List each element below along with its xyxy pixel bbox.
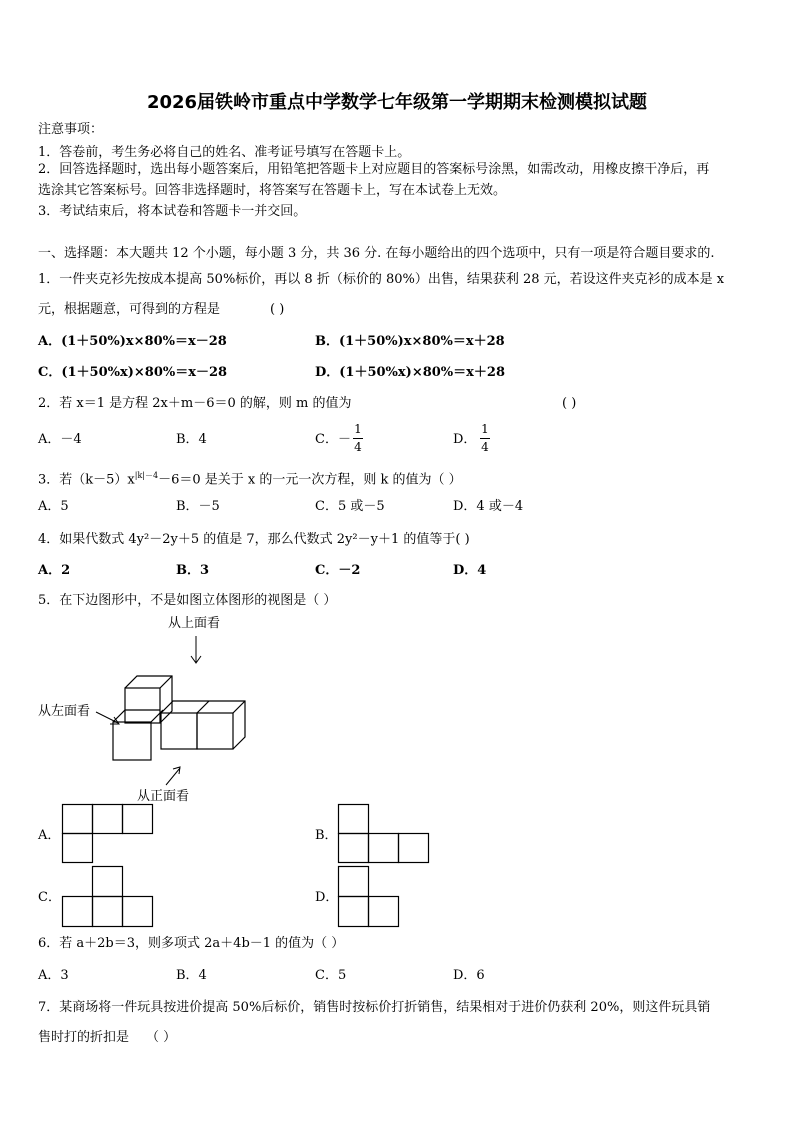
left-view-label: 从左面看: [38, 704, 91, 719]
q2-option-c-numerator: 1: [354, 422, 362, 436]
q1-option-c: C．(1＋50%x)×80%＝x－28: [38, 365, 228, 380]
front-left-cube: [113, 722, 151, 760]
page-title: 2026届铁岭市重点中学数学七年级第一学期期末检测模拟试题: [146, 92, 648, 113]
q5-cubes: [113, 676, 245, 760]
q2-option-c-fraction-bar: [353, 438, 363, 439]
notice-item-3: 3．考试结束后，将本试卷和答题卡一并交回。: [38, 204, 307, 219]
q5-option-a-figure: [62, 804, 154, 864]
q2-option-b: B．4: [176, 432, 207, 447]
notice-heading: 注意事项：: [38, 122, 104, 137]
q5-option-d-figure: [338, 866, 400, 928]
q4-stem: 4．如果代数式 4y²－2y＋5 的值是 7，那么代数式 2y²－y＋1 的值等于( ): [38, 532, 470, 547]
top-view-label: 从上面看: [168, 616, 221, 631]
middle-cube: [161, 713, 197, 749]
q3-option-b: B．－5: [176, 499, 220, 514]
q5-option-d-label: D．: [315, 890, 339, 905]
q3-stem-post: －6＝0 是关于 x 的一元一次方程，则 k 的值为（ ）: [158, 472, 462, 488]
q1-stem-line1: 1．一件夹克衫先按成本提高 50%标价，再以 8 折（标价的 80%）出售，结果获利 28 元，若设这件夹克衫的成本是 x: [38, 272, 725, 287]
q2-option-a: A．－4: [38, 432, 82, 447]
q2-option-d: D．: [453, 432, 477, 447]
q3-option-c: C．5 或－5: [315, 499, 385, 514]
q3-stem: [38, 468, 462, 488]
right-cube-top: [209, 701, 245, 749]
q5-option-a-label: A．: [38, 828, 61, 843]
q3-stem-pre: 3．若（k－5）x: [38, 472, 135, 488]
q2-stem: 2．若 x＝1 是方程 2x＋m－6＝0 的解，则 m 的值为: [38, 396, 352, 411]
right-cube: [197, 713, 233, 749]
q2-option-d-numerator: 1: [481, 422, 489, 436]
q5-option-b-label: B．: [315, 828, 338, 843]
right-cube-edge: [233, 701, 245, 713]
q3-option-a: A．5: [38, 499, 69, 514]
q2-option-d-denominator: 4: [481, 440, 489, 454]
q2-option-c: C．－: [315, 432, 351, 447]
q1-option-d: D．(1＋50%x)×80%＝x＋28: [315, 365, 505, 380]
q6-stem: 6．若 a＋2b＝3，则多项式 2a＋4b－1 的值为（ ）: [38, 936, 345, 951]
notice-item-2: 2．回答选择题时，选出每小题答案后，用铅笔把答题卡上对应题目的答案标号涂黑，如需改动，用橡皮擦干净后，再: [38, 162, 710, 177]
q4-option-c: C．－2: [315, 563, 361, 578]
q4-option-b: B．3: [176, 563, 210, 578]
q4-option-a: A．2: [38, 563, 71, 578]
q2-answer-paren: ( ): [562, 396, 577, 411]
q5-stem: 5．在下边图形中，不是如图立体图形的视图是（ ）: [38, 593, 337, 608]
middle-cube-edge: [197, 701, 209, 713]
q2-option-d-fraction-bar: [480, 438, 490, 439]
front-view-arrow: [166, 768, 180, 785]
q6-option-a: A．3: [38, 968, 69, 983]
notice-item-1: 1．答卷前，考生务必将自己的姓名、准考证号填写在答题卡上。: [38, 145, 411, 160]
q3-exponent: |k|－4: [134, 471, 159, 480]
q5-option-c-figure: [62, 866, 154, 928]
q5-option-b-figure: [338, 804, 430, 864]
upper-cube-edge: [160, 676, 172, 688]
q7-answer-paren: （ ）: [146, 1030, 177, 1045]
q2-option-c-denominator: 4: [354, 440, 362, 454]
section-heading: 一、选择题：本大题共 12 个小题，每小题 3 分，共 36 分. 在每小题给出的四个选项中，只有一项是符合题目要求的.: [38, 246, 715, 261]
q4-option-d: D．4: [453, 563, 487, 578]
q1-stem-line2: 元，根据题意，可得到的方程是: [38, 302, 221, 317]
q7-stem-line1: 7．某商场将一件玩具按进价提高 50%后标价，销售时按标价打折销售，结果相对于进价仍获利 20%，则这件玩具销: [38, 1000, 711, 1015]
q5-option-c-label: C．: [38, 890, 61, 905]
notice-item-2-cont: 选涂其它答案标号。回答非选择题时，将答案写在答题卡上，写在本试卷上无效。: [38, 183, 507, 198]
q6-option-b: B．4: [176, 968, 207, 983]
q1-option-b: B．(1＋50%)x×80%＝x＋28: [315, 334, 505, 349]
front-view-label: 从正面看: [137, 789, 190, 804]
q7-stem-line2: 售时打的折扣是: [38, 1030, 130, 1045]
q6-option-c: C．5: [315, 968, 347, 983]
q1-answer-paren: ( ): [270, 302, 285, 317]
q3-option-d: D．4 或－4: [453, 499, 524, 514]
q1-option-a: A．(1＋50%)x×80%＝x－28: [38, 334, 227, 349]
q6-option-d: D．6: [453, 968, 485, 983]
middle-cube-top: [161, 701, 209, 713]
